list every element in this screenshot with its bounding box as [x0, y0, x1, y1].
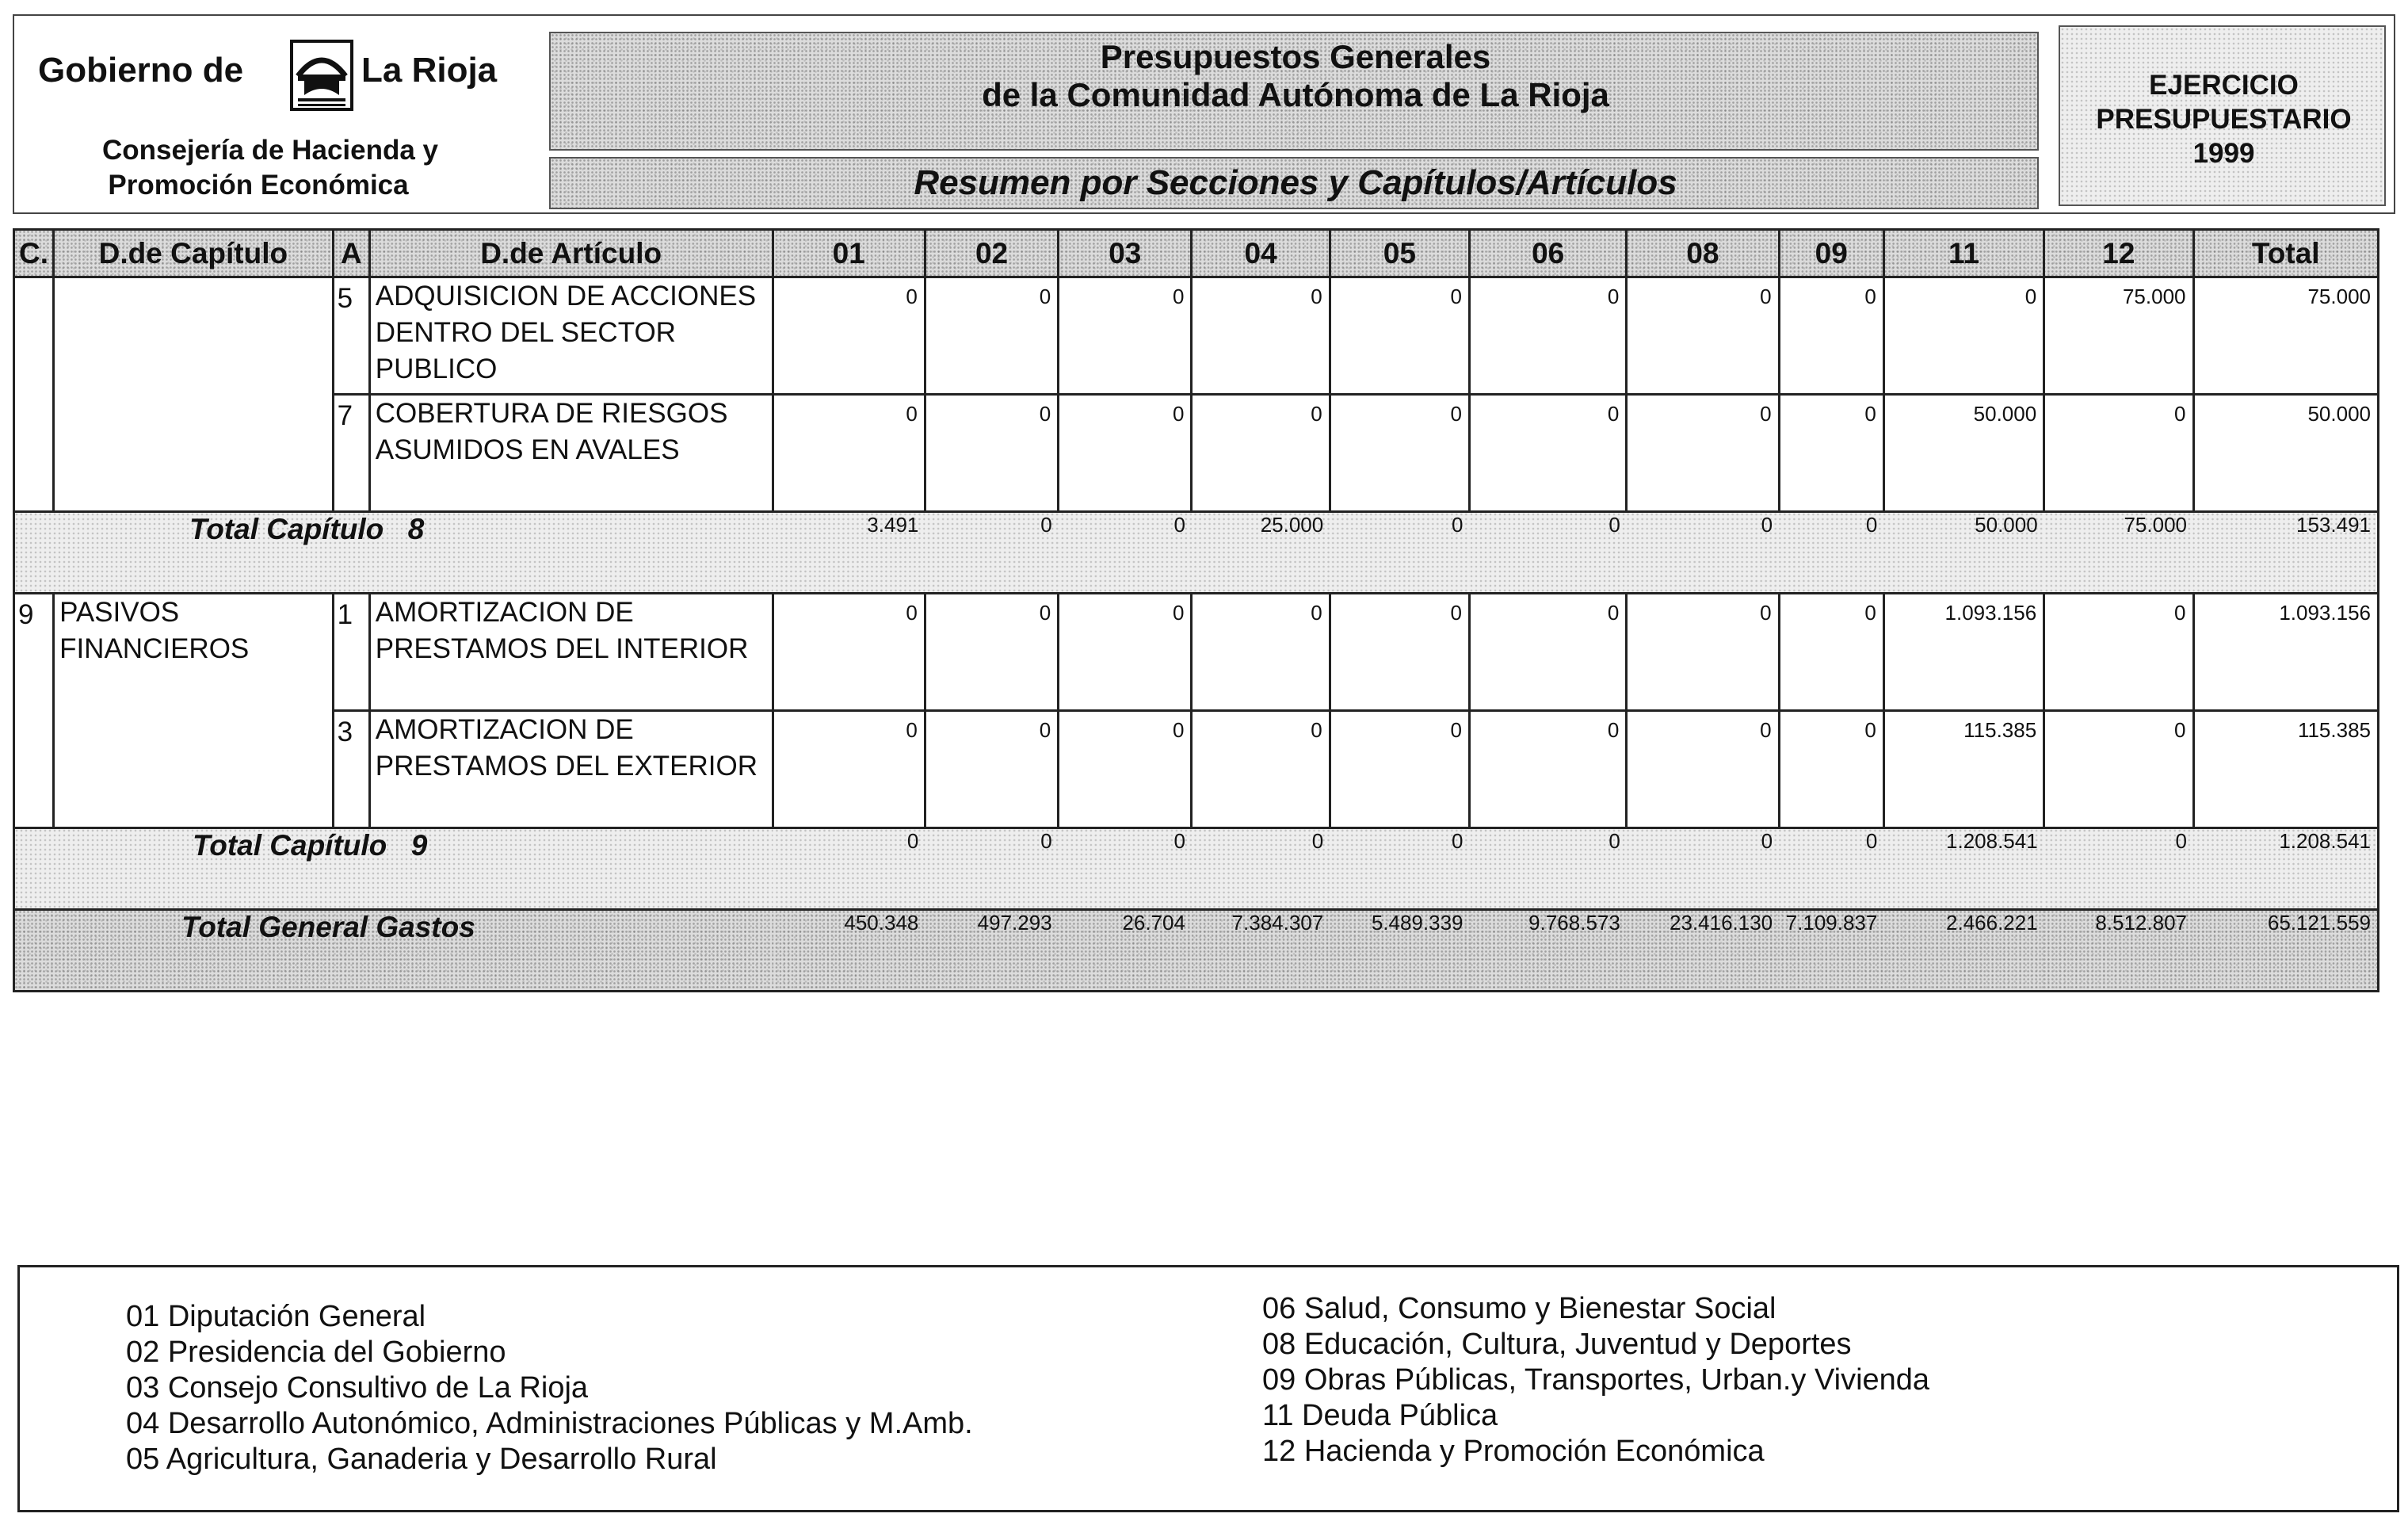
title-line-2: de la Comunidad Autónoma de La Rioja [982, 76, 1609, 113]
legend-item: 09 Obras Públicas, Transportes, Urban.y Vivienda [1262, 1363, 1930, 1397]
total-value: 0 [925, 828, 1058, 910]
total-value: 0 [1330, 828, 1469, 910]
total-general-row [14, 910, 2379, 992]
col-header-capitulo: D.de Capítulo [54, 230, 334, 277]
col-header-05: 05 [1330, 230, 1469, 277]
value-cell: 0 [1883, 277, 2044, 395]
articulo-code: 3 [333, 711, 369, 828]
total-value: 50.000 [1883, 512, 2044, 594]
value-cell: 0 [2044, 711, 2193, 828]
total-capitulo-number: 8 [407, 513, 425, 545]
total-value: 75.000 [2044, 512, 2193, 594]
value-cell-total: 50.000 [2193, 395, 2379, 512]
grand-total-value: 497.293 [925, 910, 1058, 992]
capitulo-code-cell [14, 277, 54, 512]
value-cell: 50.000 [1883, 395, 2044, 512]
total-value: 0 [1627, 828, 1779, 910]
col-header-06: 06 [1470, 230, 1627, 277]
value-cell: 0 [1779, 395, 1883, 512]
total-value-total: 1.208.541 [2193, 828, 2379, 910]
value-cell: 0 [1330, 395, 1469, 512]
articulo-code: 5 [333, 277, 369, 395]
value-cell: 0 [1192, 395, 1330, 512]
total-value: 0 [1627, 512, 1779, 594]
gobierno-label-right: La Rioja [361, 51, 498, 90]
total-value-total: 153.491 [2193, 512, 2379, 594]
col-header-11: 11 [1883, 230, 2044, 277]
consejeria-line-2: Promoción Económica [108, 170, 409, 201]
legend-item: 11 Deuda Pública [1262, 1399, 1498, 1432]
value-cell: 0 [2044, 594, 2193, 711]
total-capitulo-label: Total Capítulo [189, 513, 384, 545]
total-value: 25.000 [1192, 512, 1330, 594]
value-cell: 0 [1779, 594, 1883, 711]
table-row [14, 395, 2379, 512]
title-line-1: Presupuestos Generales [1100, 38, 1491, 75]
capitulo-name-cell [54, 277, 334, 512]
budget-table [13, 228, 2379, 992]
total-value: 0 [1192, 828, 1330, 910]
value-cell: 0 [1470, 395, 1627, 512]
value-cell: 0 [1192, 594, 1330, 711]
col-header-a: A [333, 230, 369, 277]
legend-item: 12 Hacienda y Promoción Económica [1262, 1435, 1765, 1468]
value-cell: 1.093.156 [1883, 594, 2044, 711]
col-header-02: 02 [925, 230, 1058, 277]
legend-item: 05 Agricultura, Ganaderia y Desarrollo Rural [126, 1443, 717, 1476]
table-row [14, 277, 2379, 395]
col-header-total: Total [2193, 230, 2379, 277]
value-cell: 0 [1470, 277, 1627, 395]
value-cell: 0 [1059, 277, 1192, 395]
total-value: 0 [1779, 828, 1883, 910]
total-capitulo-label-cell [14, 512, 773, 594]
value-cell: 0 [2044, 395, 2193, 512]
bridge-icon [293, 43, 350, 108]
legend-item: 08 Educación, Cultura, Juventud y Deportes [1262, 1328, 1852, 1361]
articulo-code: 1 [333, 594, 369, 711]
total-general-label: Total General Gastos [181, 911, 475, 943]
consejeria-line-1: Consejería de Hacienda y [101, 135, 439, 166]
articulo-desc: COBERTURA DE RIESGOS ASUMIDOS EN AVALES [369, 395, 773, 512]
value-cell: 0 [773, 711, 925, 828]
ejercicio-panel [2059, 25, 2386, 206]
subtitle: Resumen por Secciones y Capítulos/Artículos [914, 163, 1677, 202]
value-cell: 0 [773, 277, 925, 395]
articulo-desc: AMORTIZACION DE PRESTAMOS DEL EXTERIOR [369, 711, 773, 828]
gobierno-label-left: Gobierno de [38, 51, 244, 90]
value-cell: 0 [925, 594, 1058, 711]
ejercicio-line-1: EJERCICIO [2149, 70, 2299, 101]
legend-item: 03 Consejo Consultivo de La Rioja [126, 1371, 589, 1405]
la-rioja-logo [290, 40, 353, 111]
grand-total-value: 26.704 [1059, 910, 1192, 992]
capitulo-code: 9 [14, 594, 54, 828]
total-capitulo-9-row [14, 828, 2379, 910]
total-capitulo-number: 9 [410, 829, 428, 862]
gobierno-block [21, 22, 548, 209]
value-cell: 0 [1627, 711, 1779, 828]
grand-total-value: 2.466.221 [1883, 910, 2044, 992]
capitulo-name: PASIVOS FINANCIEROS [54, 594, 334, 828]
total-general-label-cell [14, 910, 773, 992]
ejercicio-year: 1999 [2192, 138, 2255, 169]
value-cell: 0 [1330, 277, 1469, 395]
total-value: 0 [925, 512, 1058, 594]
value-cell: 0 [773, 395, 925, 512]
total-value: 3.491 [773, 512, 925, 594]
articulo-code: 7 [333, 395, 369, 512]
total-value: 0 [1330, 512, 1469, 594]
col-header-01: 01 [773, 230, 925, 277]
grand-total-value: 5.489.339 [1330, 910, 1469, 992]
col-header-04: 04 [1192, 230, 1330, 277]
total-capitulo-label: Total Capítulo [193, 829, 387, 862]
col-header-articulo: D.de Artículo [369, 230, 773, 277]
total-value: 0 [1470, 512, 1627, 594]
grand-total-value: 7.109.837 [1779, 910, 1883, 992]
value-cell: 115.385 [1883, 711, 2044, 828]
value-cell-total: 75.000 [2193, 277, 2379, 395]
total-value: 0 [1059, 828, 1192, 910]
table-header-row [14, 230, 2379, 277]
value-cell: 0 [1059, 395, 1192, 512]
col-header-08: 08 [1627, 230, 1779, 277]
value-cell: 0 [1059, 711, 1192, 828]
value-cell: 0 [1059, 594, 1192, 711]
total-value: 0 [2044, 828, 2193, 910]
value-cell: 0 [925, 277, 1058, 395]
value-cell: 0 [1330, 594, 1469, 711]
total-value: 0 [773, 828, 925, 910]
value-cell: 0 [773, 594, 925, 711]
value-cell: 0 [1192, 277, 1330, 395]
title-panel [549, 32, 2039, 151]
ejercicio-line-2: PRESUPUESTARIO [2096, 104, 2352, 135]
col-header-c: C. [14, 230, 54, 277]
articulo-desc: AMORTIZACION DE PRESTAMOS DEL INTERIOR [369, 594, 773, 711]
table-row [14, 594, 2379, 711]
grand-total-value-total: 65.121.559 [2193, 910, 2379, 992]
value-cell: 0 [1779, 711, 1883, 828]
grand-total-value: 23.416.130 [1627, 910, 1779, 992]
grand-total-value: 450.348 [773, 910, 925, 992]
total-value: 0 [1779, 512, 1883, 594]
sections-legend [17, 1265, 2399, 1512]
value-cell: 0 [925, 711, 1058, 828]
total-value: 0 [1470, 828, 1627, 910]
legend-item: 01 Diputación General [126, 1300, 426, 1333]
value-cell: 0 [1627, 395, 1779, 512]
articulo-desc: ADQUISICION DE ACCIONES DENTRO DEL SECTOR PUBLICO [369, 277, 773, 395]
legend-item: 06 Salud, Consumo y Bienestar Social [1262, 1292, 1776, 1325]
legend-item: 02 Presidencia del Gobierno [126, 1336, 506, 1369]
value-cell: 0 [1470, 594, 1627, 711]
value-cell: 0 [1470, 711, 1627, 828]
grand-total-value: 9.768.573 [1470, 910, 1627, 992]
legend-item: 04 Desarrollo Autonómico, Administraciones Públicas y M.Amb. [126, 1407, 973, 1440]
total-value: 1.208.541 [1883, 828, 2044, 910]
total-capitulo-8-row [14, 512, 2379, 594]
total-capitulo-label-cell [14, 828, 773, 910]
total-value: 0 [1059, 512, 1192, 594]
legend-right-column [1262, 1291, 1929, 1470]
table-row [14, 711, 2379, 828]
value-cell: 0 [1779, 277, 1883, 395]
budget-table-wrap [13, 228, 2379, 992]
value-cell-total: 115.385 [2193, 711, 2379, 828]
grand-total-value: 7.384.307 [1192, 910, 1330, 992]
value-cell: 75.000 [2044, 277, 2193, 395]
value-cell: 0 [1627, 594, 1779, 711]
subtitle-panel [549, 157, 2039, 209]
value-cell-total: 1.093.156 [2193, 594, 2379, 711]
col-header-09: 09 [1779, 230, 1883, 277]
legend-left-column [126, 1299, 973, 1477]
grand-total-value: 8.512.807 [2044, 910, 2193, 992]
value-cell: 0 [1192, 711, 1330, 828]
col-header-12: 12 [2044, 230, 2193, 277]
value-cell: 0 [1330, 711, 1469, 828]
col-header-03: 03 [1059, 230, 1192, 277]
value-cell: 0 [1627, 277, 1779, 395]
value-cell: 0 [925, 395, 1058, 512]
